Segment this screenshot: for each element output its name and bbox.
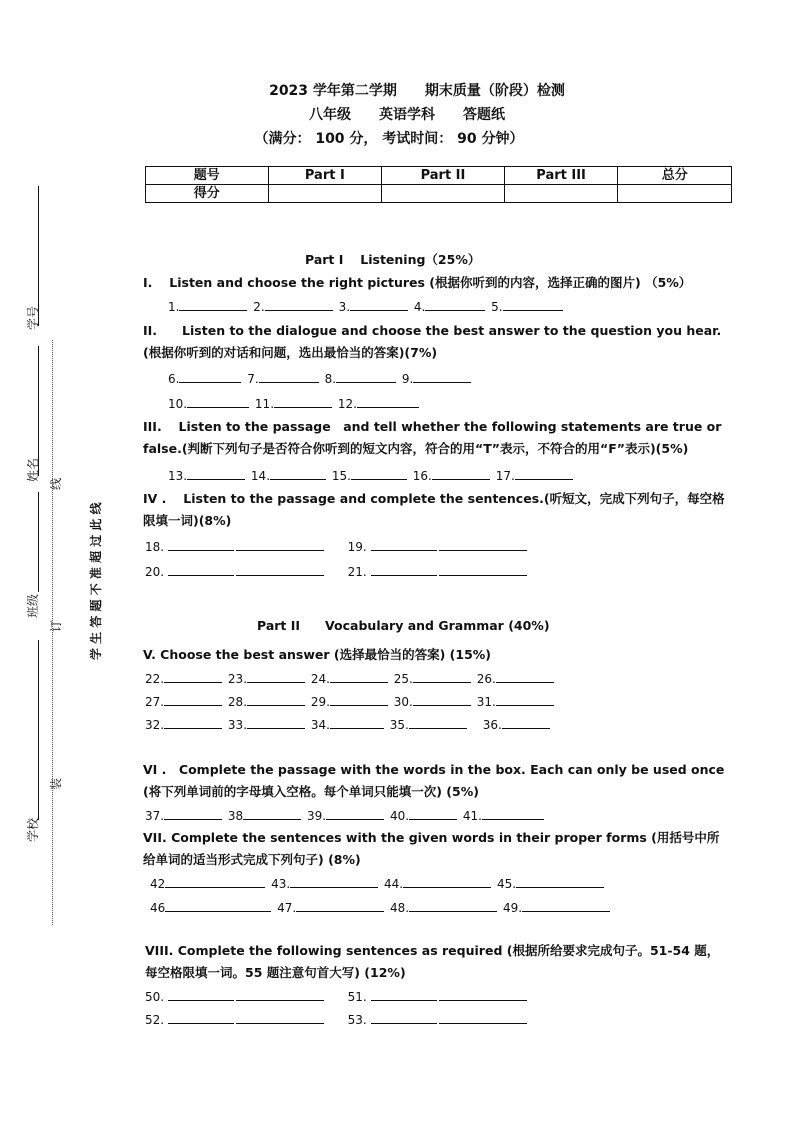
answer-number: 39. [307, 809, 327, 823]
question-7-instruction: VII. Complete the sentences with the given words in their proper forms (用括号中所给单词的适当形式完成下列句子) (8%) [143, 830, 720, 867]
score-input-cell[interactable] [382, 185, 505, 203]
answer-number: 14. [250, 469, 271, 483]
question-8-instruction: VIII. Complete the following sentences as required (根据所给要求完成句子。51-54 题，每空格限填一词。55 题注意句首大写) (12%) [145, 943, 720, 980]
answer-blank[interactable] [336, 370, 396, 383]
answer-blank[interactable] [503, 298, 563, 311]
name-line [38, 346, 39, 476]
answer-blank[interactable] [409, 899, 497, 912]
part2-title: Part II Vocabulary and Grammar (40%) [257, 618, 550, 633]
answer-blank[interactable] [432, 467, 490, 480]
class-line [38, 492, 39, 592]
answer-blank[interactable] [330, 693, 388, 706]
score-table-header-row [146, 167, 732, 185]
answer-row [145, 716, 552, 732]
answer-blank[interactable] [357, 395, 419, 408]
answer-number: 43. [271, 877, 291, 891]
answer-row [145, 538, 529, 554]
answer-row [145, 563, 529, 579]
answer-blank[interactable] [165, 899, 271, 912]
answer-blank[interactable] [516, 875, 604, 888]
answer-number: 23. [227, 672, 248, 686]
exam-subtitle: 八年级 英语学科 答题纸 [309, 107, 505, 123]
answer-blank[interactable] [439, 988, 527, 1001]
answer-number: 6. [168, 372, 180, 386]
name-label: 姓名 [26, 457, 40, 482]
answer-row [145, 1011, 529, 1027]
answer-number: 45. [496, 877, 517, 891]
answer-blank[interactable] [164, 693, 222, 706]
answer-number: 50. [145, 990, 165, 1004]
answer-number: 32. [145, 718, 165, 732]
answer-blank[interactable] [265, 298, 333, 311]
answer-number: 35. [389, 718, 409, 732]
answer-number: 20. [145, 565, 165, 579]
answer-number: 49. [502, 901, 523, 915]
answer-blank[interactable] [247, 693, 305, 706]
part1-title: Part I Listening（25%） [305, 252, 481, 267]
answer-number: 29. [310, 695, 330, 709]
class-label: 班级 [26, 593, 40, 618]
question-6-instruction: VI . Complete the passage with the words in the box. Each can only be used once (将下列单词前的字母填入空格。每个单词只能填一次) (5%) [143, 762, 725, 799]
answer-number: 52. [145, 1013, 165, 1027]
score-table-cell: Part III [504, 167, 618, 185]
answer-blank[interactable] [326, 807, 384, 820]
answer-number: 15. [331, 469, 351, 483]
answer-number: 2. [253, 300, 265, 314]
answer-number: 17. [495, 469, 515, 483]
line-char: 线 [49, 477, 63, 490]
answer-row [145, 807, 546, 823]
school-line [38, 640, 39, 820]
answer-number: 9. [401, 372, 414, 386]
answer-blank[interactable] [413, 693, 471, 706]
answer-row [145, 693, 556, 709]
answer-number: 5. [491, 300, 503, 314]
score-table-cell: 得分 [146, 185, 269, 203]
answer-blank[interactable] [350, 298, 408, 311]
answer-number: 41. [462, 809, 482, 823]
answer-blank[interactable] [236, 988, 324, 1001]
answer-blank[interactable] [403, 875, 491, 888]
answer-number: 4. [413, 300, 426, 314]
answer-blank[interactable] [164, 807, 222, 820]
answer-blank[interactable] [496, 670, 554, 683]
answer-blank[interactable] [522, 899, 610, 912]
answer-blank[interactable] [371, 988, 437, 1001]
answer-number: 44. [384, 877, 404, 891]
answer-number: 22. [145, 672, 165, 686]
score-table-cell: 题号 [146, 167, 269, 185]
answer-number: 25. [393, 672, 413, 686]
answer-blank[interactable] [409, 716, 467, 729]
answer-number: 46 [150, 901, 166, 915]
answer-blank[interactable] [409, 807, 457, 820]
answer-row [168, 467, 575, 483]
answer-blank[interactable] [187, 467, 245, 480]
answer-blank[interactable] [296, 899, 384, 912]
score-table-cell: Part I [268, 167, 382, 185]
answer-blank[interactable] [187, 395, 249, 408]
answer-number: 24. [310, 672, 330, 686]
answer-number: 38 [227, 809, 244, 823]
answer-blank[interactable] [330, 716, 384, 729]
score-table-cell: 总分 [618, 167, 732, 185]
answer-blank[interactable] [413, 670, 471, 683]
answer-blank[interactable] [371, 538, 437, 551]
answer-blank[interactable] [502, 716, 550, 729]
answer-blank[interactable] [247, 670, 305, 683]
answer-row [168, 298, 565, 314]
answer-blank[interactable] [515, 467, 573, 480]
answer-blank[interactable] [482, 807, 544, 820]
answer-number: 13. [168, 469, 188, 483]
answer-number: 51. [347, 990, 367, 1004]
no-answer-warning: 学 生 答 题 不 准 超 过 此 线 [89, 502, 103, 660]
score-table-score-row [146, 185, 732, 203]
answer-blank[interactable] [164, 716, 222, 729]
answer-blank[interactable] [243, 807, 301, 820]
question-3-instruction: III. Listen to the passage and tell whether the following statements are true or false.(判断下列句子是否符合你听到的短文内容，符合的用“T”表示，不符合的用“F”表示)(5%) [143, 419, 722, 456]
answer-blank[interactable] [439, 1011, 527, 1024]
seal-char: 装 [49, 777, 63, 790]
answer-blank[interactable] [270, 467, 326, 480]
answer-number: 42 [150, 877, 166, 891]
answer-row [150, 899, 612, 915]
score-input-cell[interactable] [618, 185, 732, 203]
answer-number: 31. [476, 695, 496, 709]
student-id-label: 学号 [26, 305, 40, 330]
answer-number: 19. [347, 540, 367, 554]
score-table [145, 166, 732, 203]
answer-row [145, 670, 556, 686]
answer-number: 7. [247, 372, 259, 386]
answer-number: 40. [389, 809, 410, 823]
answer-blank[interactable] [290, 875, 378, 888]
answer-blank[interactable] [236, 538, 324, 551]
answer-blank[interactable] [164, 670, 222, 683]
answer-blank[interactable] [274, 395, 332, 408]
answer-number: 12. [337, 397, 357, 411]
answer-blank[interactable] [236, 563, 324, 576]
answer-blank[interactable] [439, 538, 527, 551]
question-2-instruction: II. Listen to the dialogue and choose the best answer to the question you hear.(根据你听到的对话和问题，选出最恰当的答案)(7%) [143, 323, 722, 360]
exam-full-score: （满分： 100 分， 考试时间： 90 分钟） [254, 131, 524, 147]
answer-number: 3. [338, 300, 351, 314]
answer-blank[interactable] [165, 875, 265, 888]
answer-number: 8. [324, 372, 337, 386]
exam-title: 2023 学年第二学期 期末质量（阶段）检测 [269, 83, 565, 99]
answer-blank[interactable] [179, 298, 247, 311]
score-input-cell[interactable] [504, 185, 618, 203]
answer-number: 30. [393, 695, 413, 709]
answer-number: 53. [347, 1013, 367, 1027]
answer-blank[interactable] [168, 563, 234, 576]
answer-number: 36. [482, 718, 502, 732]
bind-char: 订 [49, 619, 63, 632]
answer-row [168, 395, 421, 411]
answer-blank[interactable] [425, 298, 485, 311]
answer-blank[interactable] [168, 538, 234, 551]
answer-blank[interactable] [351, 467, 407, 480]
question-4-instruction: IV . Listen to the passage and complete the sentences.(听短文，完成下列句子，每空格限填一词)(8%) [143, 491, 725, 528]
answer-number: 33. [227, 718, 248, 732]
answer-blank[interactable] [247, 716, 305, 729]
question-1-instruction: I. Listen and choose the right pictures (根据你听到的内容，选择正确的图片) （5%） [143, 275, 692, 290]
answer-blank[interactable] [236, 1011, 324, 1024]
answer-number: 16. [412, 469, 432, 483]
answer-row [150, 875, 606, 891]
answer-number: 28. [227, 695, 248, 709]
answer-blank[interactable] [371, 563, 437, 576]
answer-blank[interactable] [371, 1011, 437, 1024]
answer-blank[interactable] [179, 370, 241, 383]
answer-number: 1. [168, 300, 180, 314]
answer-number: 37. [145, 809, 165, 823]
answer-blank[interactable] [168, 988, 234, 1001]
answer-number: 34. [310, 718, 330, 732]
answer-number: 18. [145, 540, 165, 554]
answer-blank[interactable] [168, 1011, 234, 1024]
answer-number: 27. [145, 695, 165, 709]
score-input-cell[interactable] [268, 185, 382, 203]
answer-row [145, 988, 529, 1004]
score-table-cell: Part II [382, 167, 505, 185]
answer-number: 10. [168, 397, 188, 411]
answer-number: 47. [277, 901, 297, 915]
answer-blank[interactable] [330, 670, 388, 683]
question-5-instruction: V. Choose the best answer (选择最恰当的答案) (15%) [143, 647, 492, 662]
binding-dotted-line [52, 340, 53, 925]
answer-number: 21. [347, 565, 367, 579]
answer-number: 26. [476, 672, 496, 686]
answer-blank[interactable] [413, 370, 471, 383]
answer-number: 48. [390, 901, 410, 915]
answer-blank[interactable] [259, 370, 319, 383]
answer-row [168, 370, 473, 386]
answer-blank[interactable] [439, 563, 527, 576]
answer-number: 11. [254, 397, 275, 411]
answer-blank[interactable] [496, 693, 554, 706]
school-label: 学校 [26, 817, 40, 842]
